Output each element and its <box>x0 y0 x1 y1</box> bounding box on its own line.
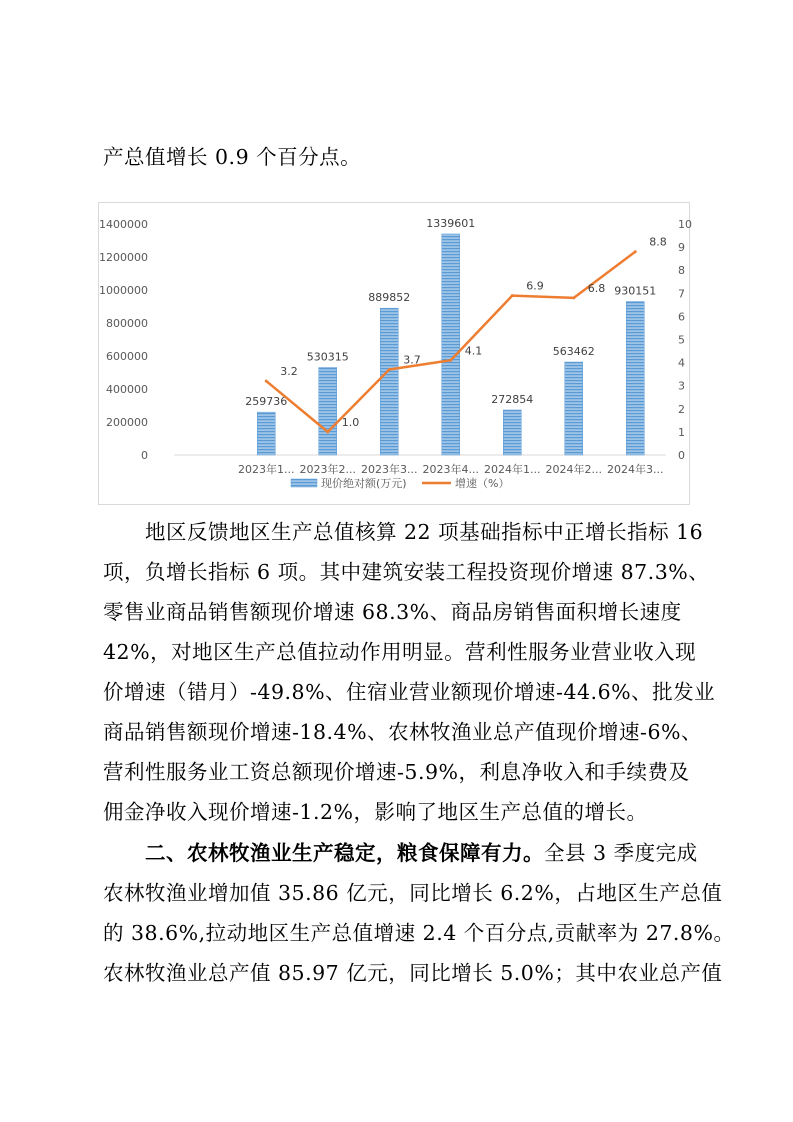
p1-line: 商品销售额现价增速-18.4%、农林牧渔业总产值现价增速-6%、 <box>103 720 702 744</box>
p1-line: 营利性服务业工资总额现价增速-5.9%，利息净收入和手续费及 <box>103 760 690 784</box>
x-axis-tick-label: 2024年3... <box>607 463 664 476</box>
p2-first-line <box>145 838 698 868</box>
bar-value-label: 930151 <box>614 284 657 298</box>
p2-first-line-rest: 全县 3 季度完成 <box>544 841 698 865</box>
p1-line: 项，负增长指标 6 项。其中建筑安装工程投资现价增速 87.3%、 <box>103 560 710 584</box>
bar <box>503 410 521 455</box>
growth-value-label: 3.2 <box>280 365 298 379</box>
intro-line: 产总值增长 0.9 个百分点。 <box>103 145 362 169</box>
growth-value-label: 3.7 <box>403 353 421 367</box>
bar <box>319 367 337 455</box>
bar-value-label: 563462 <box>552 345 595 359</box>
bar <box>257 412 275 455</box>
growth-value-label: 6.8 <box>587 281 606 295</box>
left-axis-tick-label: 600000 <box>106 350 148 363</box>
p1-line: 佣金净收入现价增速-1.2%，影响了地区生产总值的增长。 <box>103 800 648 824</box>
right-axis-tick-label: 10 <box>678 218 692 231</box>
x-axis-tick-label: 2023年3... <box>361 463 418 476</box>
bar-value-label: 272854 <box>491 392 534 406</box>
x-axis-tick-label: 2024年2... <box>545 463 602 476</box>
right-axis-tick-label: 9 <box>678 241 685 255</box>
left-axis-tick-label: 200000 <box>106 416 148 429</box>
growth-value-label: 4.1 <box>464 344 483 358</box>
p1-line: 地区反馈地区生产总值核算 22 项基础指标中正增长指标 16 <box>145 520 704 544</box>
right-axis-tick-label: 6 <box>678 310 685 324</box>
bar <box>626 302 644 455</box>
combo-chart <box>99 203 692 504</box>
right-axis-tick-label: 8 <box>678 264 685 278</box>
left-axis-tick-label: 1400000 <box>99 218 148 231</box>
right-axis-tick-label: 1 <box>678 425 685 439</box>
p2-line: 农林牧渔业增加值 35.86 亿元，同比增长 6.2%，占地区生产总值 <box>103 881 723 905</box>
legend-line-label: 增速（%） <box>455 477 510 490</box>
left-axis-tick-label: 800000 <box>106 317 148 330</box>
right-axis-tick-label: 7 <box>678 287 685 301</box>
bar-value-label: 889852 <box>368 291 411 305</box>
legend-bar-swatch <box>291 479 317 487</box>
legend-bar-label: 现价绝对额(万元) <box>321 477 407 490</box>
p1-line: 42%，对地区生产总值拉动作用明显。营利性服务业营业收入现 <box>103 640 697 664</box>
left-axis-tick-label: 1200000 <box>99 251 148 264</box>
bar <box>442 234 460 455</box>
bar <box>380 308 398 455</box>
left-axis-tick-label: 1000000 <box>99 284 148 297</box>
right-axis-tick-label: 4 <box>678 356 685 370</box>
bar-value-label: 1339601 <box>426 216 476 230</box>
p2-line: 的 38.6%,拉动地区生产总值增速 2.4 个百分点,贡献率为 27.8%。 <box>103 921 735 945</box>
p1-line: 零售业商品销售额现价增速 68.3%、商品房销售面积增长速度 <box>103 600 682 624</box>
growth-value-label: 1.0 <box>341 415 360 429</box>
growth-point <box>265 380 268 383</box>
growth-value-label: 8.8 <box>649 235 667 249</box>
growth-point <box>449 359 452 362</box>
x-axis-tick-label: 2023年4... <box>422 463 479 476</box>
growth-point <box>388 368 391 371</box>
left-axis-tick-label: 400000 <box>106 383 148 396</box>
section-heading: 二、农林牧渔业生产稳定，粮食保障有力。 <box>145 841 544 865</box>
growth-point <box>511 294 514 297</box>
growth-value-label: 6.9 <box>526 279 544 293</box>
bar-value-label: 259736 <box>245 395 288 409</box>
right-axis-tick-label: 5 <box>678 333 685 347</box>
growth-point <box>634 250 637 253</box>
x-axis-tick-label: 2023年2... <box>299 463 356 476</box>
growth-point <box>572 296 575 299</box>
bar-value-label: 530315 <box>306 350 349 364</box>
right-axis-tick-label: 3 <box>678 379 685 393</box>
bar <box>565 362 583 455</box>
right-axis-tick-label: 2 <box>678 402 685 416</box>
growth-point <box>326 430 329 433</box>
chart-frame <box>98 202 690 505</box>
p2-line: 农林牧渔业总产值 85.97 亿元，同比增长 5.0%；其中农业总产值 <box>103 961 723 985</box>
p1-line: 价增速（错月）-49.8%、住宿业营业额现价增速-44.6%、批发业 <box>103 680 716 704</box>
x-axis-tick-label: 2023年1... <box>238 463 295 476</box>
left-axis-tick-label: 0 <box>141 449 148 462</box>
right-axis-tick-label: 0 <box>678 449 685 462</box>
x-axis-tick-label: 2024年1... <box>484 463 541 476</box>
